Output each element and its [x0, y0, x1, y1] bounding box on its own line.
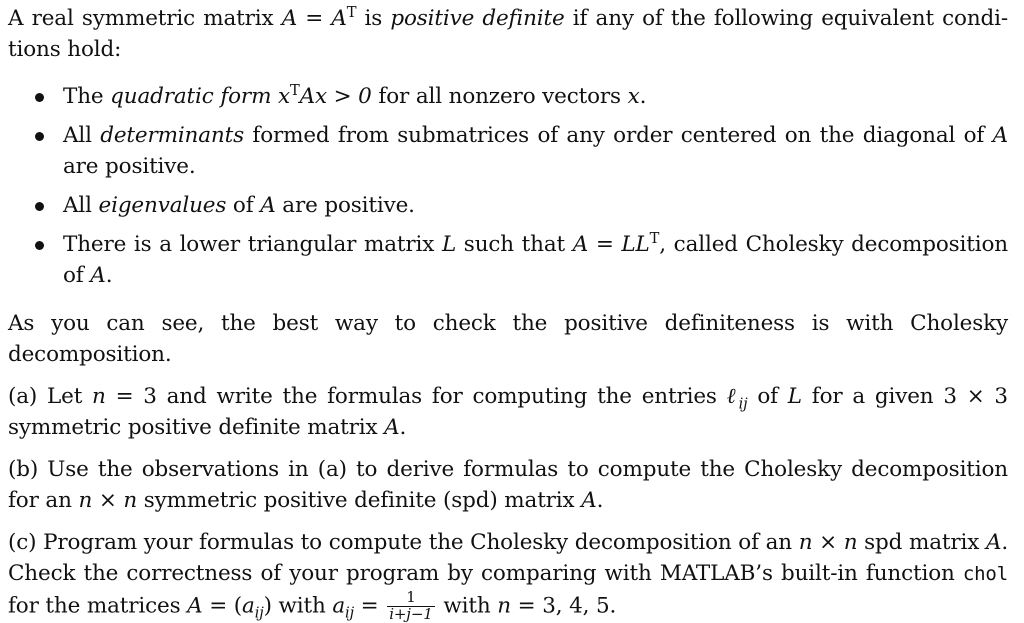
math: A: [90, 263, 106, 288]
code-chol: chol: [962, 563, 1008, 585]
text: for a given 3 × 3 symmetric positive definite matrix: [8, 384, 1008, 440]
text: = (: [202, 593, 243, 619]
fraction: [387, 590, 435, 623]
text: . Check the correctness of your program by comparing with MATLAB’s built-in function: [8, 530, 1009, 586]
intro-text: if any of the following equivalent condi-tions hold:: [8, 6, 1008, 62]
text: = 3 and write the formulas for computing the entries: [105, 384, 727, 409]
math: A: [187, 593, 203, 619]
text: ×: [812, 530, 844, 555]
part-b: [8, 454, 1008, 516]
part-a: [8, 381, 1008, 443]
part-c: [8, 527, 1008, 623]
emphasis: positive definite: [390, 6, 565, 31]
fraction-denominator: i+j−1: [389, 604, 433, 623]
bullet-icon: [35, 202, 44, 211]
math: A: [581, 488, 597, 513]
text: of: [747, 384, 788, 409]
remark-paragraph: As you can see, the best way to check the positive definiteness is with Cholesky decomposition.: [8, 311, 1008, 367]
emphasis: determinants: [100, 123, 244, 148]
text: are positive.: [275, 193, 415, 218]
text: for the matrices: [8, 593, 188, 619]
text: There is a lower triangular matrix: [63, 232, 442, 257]
text: (c) Program your formulas to compute the Cholesky decomposition of an: [8, 530, 799, 555]
emphasis: eigenvalues: [98, 193, 227, 218]
list-item: [8, 190, 1008, 221]
bullet-icon: [35, 132, 44, 141]
math: A: [992, 123, 1009, 148]
text: with: [436, 593, 498, 619]
subscript: ij: [254, 604, 264, 622]
math: L: [441, 232, 457, 257]
text: , called Cholesky decomposition of: [63, 232, 1008, 288]
math: x: [271, 84, 290, 109]
conditions-list: [8, 81, 1008, 291]
text: for all nonzero vectors: [371, 84, 628, 109]
list-item: [8, 120, 1008, 182]
math: A = LL: [572, 232, 650, 257]
subscript: ij: [345, 604, 354, 622]
text: The: [63, 84, 111, 109]
math: A: [985, 530, 1002, 555]
math: ℓ: [726, 384, 739, 409]
text: =: [353, 593, 386, 619]
text: .: [639, 84, 647, 109]
emphasis: quadratic form: [110, 84, 272, 109]
math: a: [242, 593, 255, 619]
list-item: [8, 81, 1008, 112]
list-item: [8, 229, 1008, 291]
bullet-icon: [35, 241, 44, 250]
intro-paragraph: [8, 3, 1008, 65]
text: symmetric positive definite (spd) matrix: [137, 488, 582, 513]
text: of: [226, 193, 261, 218]
text: = 3, 4, 5.: [510, 593, 617, 619]
math: n: [497, 593, 511, 619]
subscript: ij: [738, 395, 748, 413]
math: L: [787, 384, 802, 409]
superscript: T: [346, 3, 357, 21]
text: ×: [92, 488, 124, 513]
math: n: [78, 488, 93, 513]
math: Ax > 0: [299, 84, 372, 109]
fraction-numerator: 1: [387, 590, 435, 607]
text: spd matrix: [857, 530, 986, 555]
text: .: [596, 488, 604, 513]
superscript: T: [289, 81, 300, 99]
text: (a) Let: [8, 384, 93, 409]
math: x: [627, 84, 640, 109]
text: ) with: [263, 593, 333, 619]
math: A: [384, 415, 400, 440]
superscript: T: [649, 229, 660, 247]
text: All: [63, 123, 101, 148]
problem-text: [8, 3, 1008, 623]
math: n: [798, 530, 813, 555]
text: .: [399, 415, 407, 440]
text: such that: [456, 232, 573, 257]
math: A = A: [281, 6, 347, 31]
text: formed from submatrices of any order centered on the diagonal of: [244, 123, 993, 148]
text: (b) Use the observations in (a) to derive formulas to compute the Cholesky decomposition for an: [8, 457, 1008, 513]
intro-text: A real symmetric matrix: [8, 6, 282, 31]
math: a: [332, 593, 346, 619]
text: are positive.: [63, 154, 196, 179]
math: n: [843, 530, 858, 555]
math: n: [123, 488, 138, 513]
math: A: [260, 193, 276, 218]
bullet-icon: [35, 93, 44, 102]
intro-text: is: [356, 6, 391, 31]
math: n: [92, 384, 106, 409]
text: .: [105, 263, 113, 288]
text: All: [63, 193, 99, 218]
